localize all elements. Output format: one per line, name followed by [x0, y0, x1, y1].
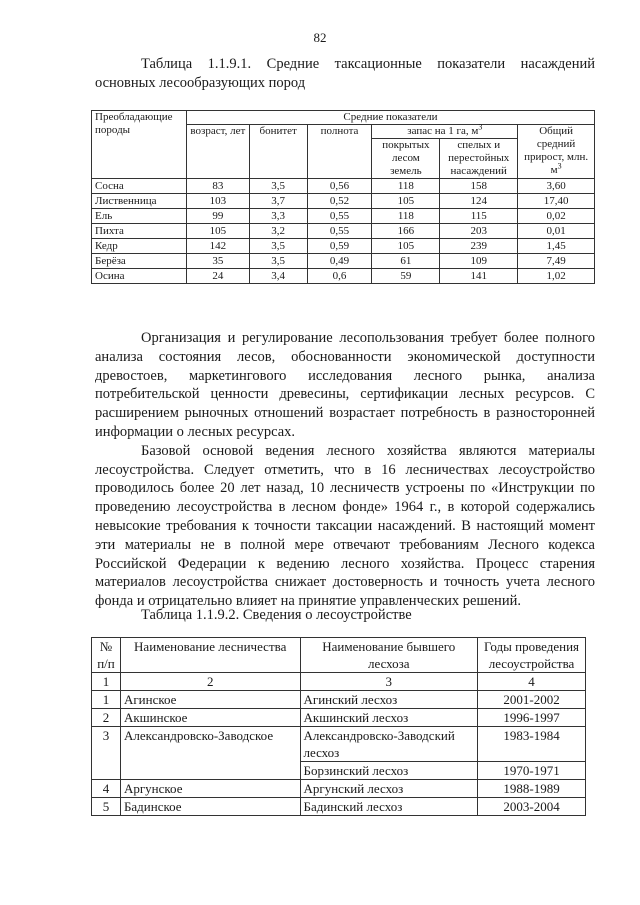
forest-management-table — [91, 637, 586, 816]
column-numbers-row: 1 2 3 4 — [92, 673, 586, 691]
table-row: Пихта 105 3,2 0,55 166 203 0,01 — [92, 224, 595, 239]
body-text — [95, 329, 595, 611]
table-row: Кедр 142 3,5 0,59 105 239 1,45 — [92, 239, 595, 254]
header-age: возраст, лет — [186, 125, 249, 179]
header-years: Годы проведения лесоустройства — [478, 638, 586, 673]
header-species: Преобладающие породы — [92, 111, 187, 179]
table-row: 1 Агинское Агинский лесхоз 2001-2002 — [92, 691, 586, 709]
header-growth: Общий средний прирост, млн. $м^3$ — [518, 125, 595, 179]
table-row: Борзинский лесхоз 1970-1971 — [92, 762, 586, 780]
header-average: Средние показатели — [186, 111, 594, 125]
taxation-table — [91, 110, 595, 284]
header-bonitet: бонитет — [249, 125, 307, 179]
paragraph-2: Базовой основой ведения лесного хозяйства являются материалы лесоустройства. Следует отметить, что в 16 лесничествах лесоустройство проводилось более 20 лет назад, 10 лесничеств устроены по «Инструкции по проведению лесоустройства в лесном фонде» 1964 г., в которой содержались невысокие требования к точности таксации насаждений. В настоящий момент эти материалы не в полной мере отвечают требованиям Лесного кодекса Российской Федерации к ведению лесного хозяйства. Процесс старения материалов лесоустройства снижает достоверность и точность учета лесного фонда и отрицательно влияет на принятие управленческих решений. — [95, 442, 595, 610]
table1-caption: Таблица 1.1.9.1. Средние таксационные показатели насаждений основных лесообразующих пород — [95, 56, 595, 91]
table-row: 4 Аргунское Аргунский лесхоз 1988-1989 — [92, 780, 586, 798]
table-row: Сосна 83 3,5 0,56 118 158 3,60 — [92, 179, 595, 194]
header-stock: запас на 1 га, $м^3$ — [372, 125, 518, 139]
header-density: полнота — [307, 125, 372, 179]
header-leskhoz: Наименование бывшего лесхоза — [300, 638, 478, 673]
table-row: Берёза 35 3,5 0,49 61 109 7,49 — [92, 254, 595, 269]
table-row: Осина 24 3,4 0,6 59 141 1,02 — [92, 269, 595, 284]
header-forestry: Наименование лесничества — [120, 638, 300, 673]
table-row: Лиственница 103 3,7 0,52 105 124 17,40 — [92, 194, 595, 209]
table-row: 2 Акшинское Акшинский лесхоз 1996-1997 — [92, 709, 586, 727]
table-row: Ель 99 3,3 0,55 118 115 0,02 — [92, 209, 595, 224]
table-row: 5 Бадинское Бадинский лесхоз 2003-2004 — [92, 798, 586, 816]
table2-caption: Таблица 1.1.9.2. Сведения о лесоустройстве — [141, 607, 412, 623]
header-ripe: спелых и перестойных насаждений — [440, 139, 518, 179]
header-num: № п/п — [92, 638, 121, 673]
header-covered: покрытых лесом земель — [372, 139, 440, 179]
table-row: 3 Александровско-Заводское Александровско-Заводский лесхоз 1983-1984 — [92, 727, 586, 762]
paragraph-1: Организация и регулирование лесопользования требует более полного анализа состояния лесов, обоснованности экономической доступности древостоев, маркетингового исследования лесного рынка, анализа потребительской ценности древесины, сертификации лесных ресурсов. С расширением рыночных отношений возрастает потребность в разносторонней информации о лесных ресурсах. — [95, 330, 595, 440]
page-number: 82 — [313, 30, 327, 45]
